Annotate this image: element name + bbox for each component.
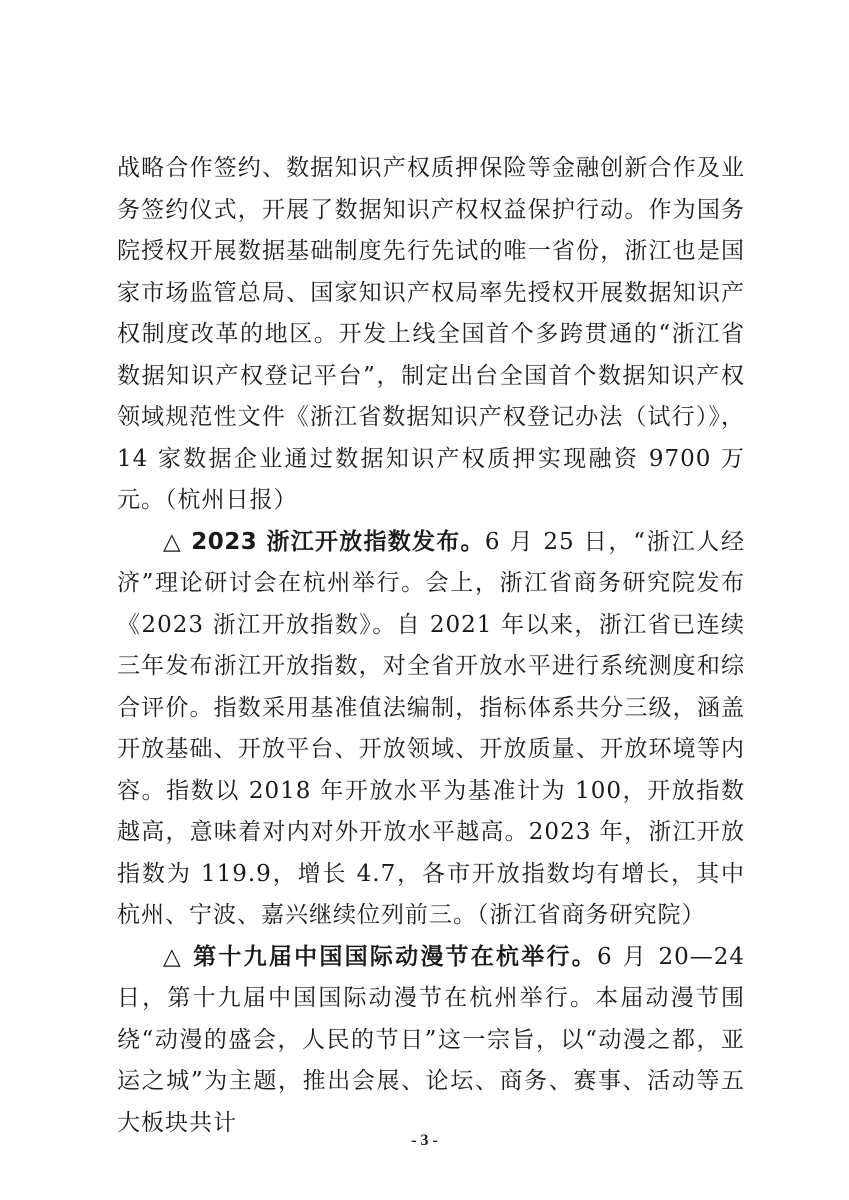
- document-body: [117, 148, 745, 1144]
- paragraph-continuation: [117, 148, 745, 522]
- paragraph-text: 战略合作签约、数据知识产权质押保险等金融创新合作及业务签约仪式，开展了数据知识产权权益保护行动。作为国务院授权开展数据基础制度先行先试的唯一省份，浙江也是国家市场监管总局、国家知识产权局率先授权开展数据知识产权制度改革的地区。开发上线全国首个多跨贯通的“浙江省数据知识产权登记平台”，制定出台全国首个数据知识产权领域规范性文件《浙江省数据知识产权登记办法（试行）》，14 家数据企业通过数据知识产权质押实现融资 9700 万元。（杭州日报）: [117, 155, 745, 513]
- paragraph-text: 6 月 20—24 日，第十九届中国国际动漫节在杭州举行。本届动漫节围绕“动漫的盛会，人民的节日”这一宗旨，以“动漫之都，亚运之城”为主题，推出会展、论坛、商务、赛事、活动等五大板块共计: [117, 943, 745, 1136]
- paragraph-text: 6 月 25 日，“浙江人经济”理论研讨会在杭州举行。会上，浙江省商务研究院发布《2023 浙江开放指数》。自 2021 年以来，浙江省已连续三年发布浙江开放指数，对全省开放水平进行系统测度和综合评价。指数采用基准值法编制，指标体系共分三级，涵盖开放基础、开放平台、开放领域、开放质量、开放环境等内容。指数以 2018 年开放水平为基准计为 100，开放指数越高，意味着对内对外开放水平越高。2023 年，浙江开放指数为 119.9，增长 4.7，各市开放指数均有增长，其中杭州、宁波、嘉兴继续位列前三。（浙江省商务研究院）: [117, 528, 746, 928]
- paragraph-heading: △ 第十九届中国国际动漫节在杭举行。: [163, 943, 597, 970]
- paragraph-heading: △ 2023 浙江开放指数发布。: [163, 528, 485, 555]
- paragraph-open-index: [117, 522, 745, 937]
- page-number: - 3 -: [411, 1132, 438, 1149]
- paragraph-animation-festival: [117, 937, 745, 1145]
